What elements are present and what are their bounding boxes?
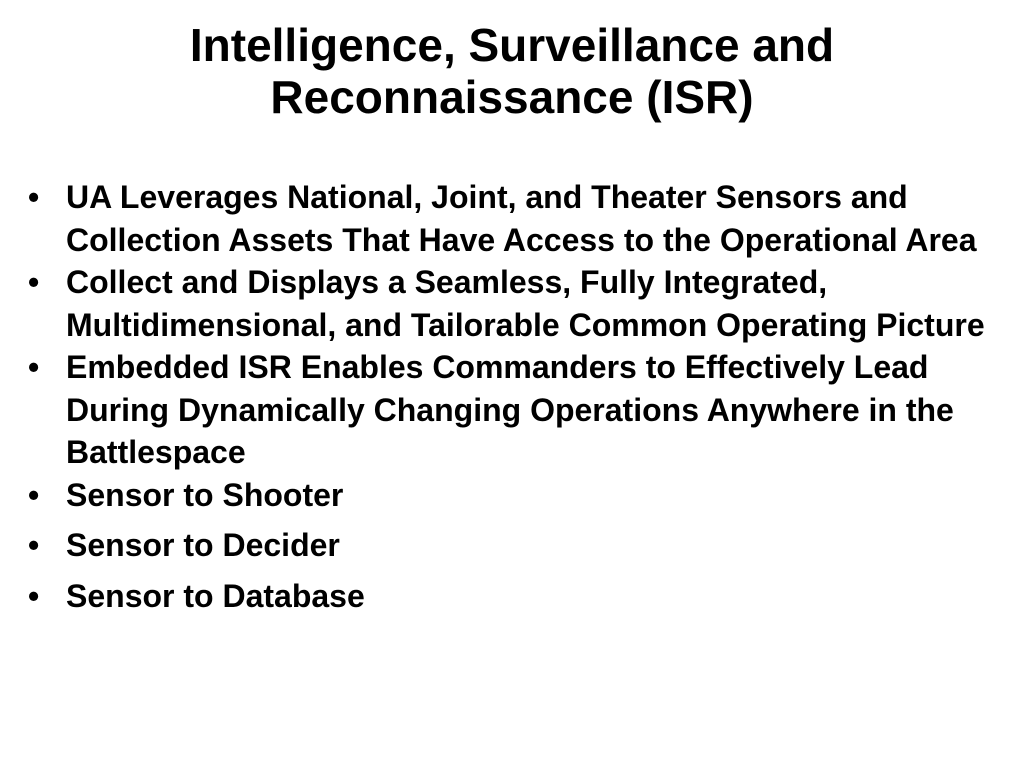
- slide-title-line-2: Reconnaissance (ISR): [270, 71, 754, 123]
- bullet-text: Embedded ISR Enables Commanders to Effectively Lead During Dynamically Changing Operations Anywhere in the Battlespace: [66, 349, 954, 470]
- bullet-icon: •: [28, 264, 40, 300]
- bullet-icon: •: [28, 179, 40, 215]
- bullet-icon: •: [28, 577, 40, 614]
- bullet-icon: •: [28, 349, 40, 385]
- bullet-item: [28, 261, 1008, 346]
- slide-title-line-1: Intelligence, Surveillance and: [189, 19, 835, 71]
- bullet-item: [28, 524, 1008, 567]
- bullet-item: [28, 575, 1008, 618]
- bullet-text: Collect and Displays a Seamless, Fully Integrated, Multidimensional, and Tailorable Common Operating Picture: [66, 264, 985, 343]
- bullet-text: Sensor to Database: [66, 577, 365, 614]
- bullet-list: [28, 176, 1008, 617]
- bullet-item: [28, 176, 1008, 261]
- bullet-icon: •: [28, 476, 40, 513]
- bullet-item: [28, 474, 1008, 517]
- bullet-text: Sensor to Decider: [66, 527, 340, 563]
- bullet-text: Sensor to Shooter: [66, 476, 344, 513]
- bullet-text: UA Leverages National, Joint, and Theater Sensors and Collection Assets That Have Access to the Operational Area: [66, 179, 977, 258]
- slide-title: [0, 19, 1024, 123]
- bullet-item: [28, 346, 1008, 474]
- bullet-icon: •: [28, 527, 40, 563]
